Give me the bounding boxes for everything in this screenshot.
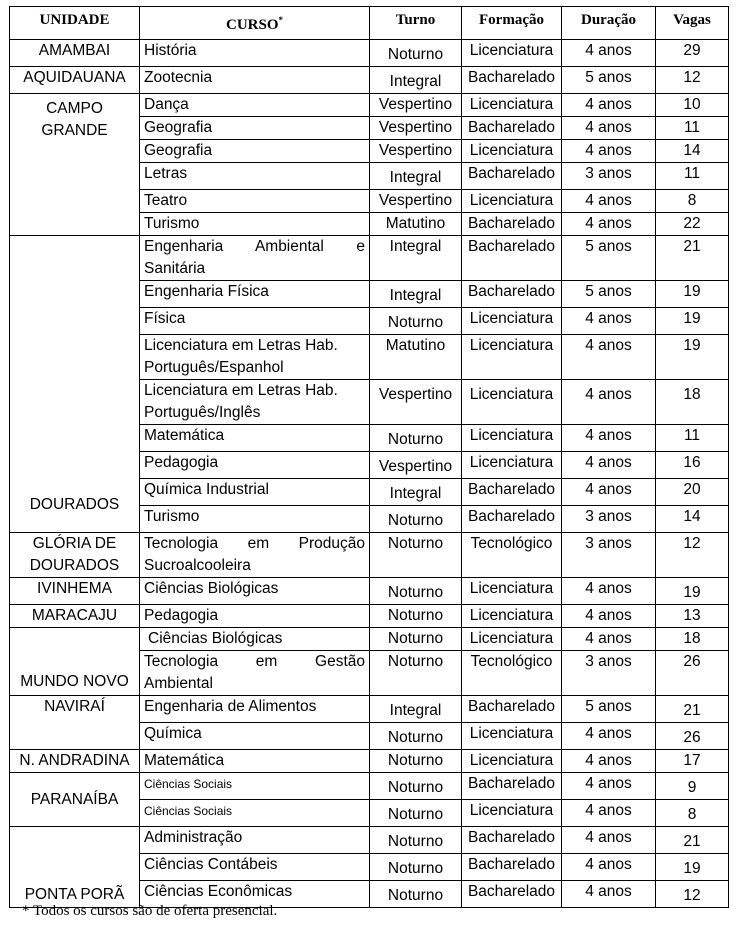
turno-cell: Integral — [370, 163, 462, 190]
curso-cell: Química Industrial — [140, 479, 370, 506]
turno-cell: Integral — [370, 67, 462, 94]
unidade-cell: MARACAJU — [10, 605, 140, 628]
duracao-cell: 4 anos — [562, 190, 656, 213]
vagas-cell: 14 — [656, 506, 729, 533]
turno-cell: Noturno — [370, 651, 462, 696]
duracao-cell: 4 anos — [562, 425, 656, 452]
duracao-cell: 4 anos — [562, 881, 656, 908]
vagas-cell: 11 — [656, 425, 729, 452]
vagas-cell: 19 — [656, 281, 729, 308]
unidade-cell: IVINHEMA — [10, 578, 140, 605]
formacao-cell: Bacharelado — [462, 506, 562, 533]
formacao-cell: Licenciatura — [462, 94, 562, 117]
formacao-cell: Licenciatura — [462, 605, 562, 628]
formacao-cell: Licenciatura — [462, 750, 562, 773]
duracao-cell: 3 anos — [562, 533, 656, 578]
curso-cell: Física — [140, 308, 370, 335]
formacao-cell: Licenciatura — [462, 578, 562, 605]
duracao-cell: 5 anos — [562, 696, 656, 723]
turno-cell: Noturno — [370, 800, 462, 827]
duracao-cell: 4 anos — [562, 308, 656, 335]
duracao-cell: 3 anos — [562, 506, 656, 533]
curso-cell: Tecnologia em Gestão Ambiental — [140, 651, 370, 696]
unidade-cell: PARANAÍBA — [10, 773, 140, 827]
duracao-cell: 4 anos — [562, 452, 656, 479]
curso-cell: Teatro — [140, 190, 370, 213]
vagas-cell: 12 — [656, 881, 729, 908]
turno-cell: Integral — [370, 236, 462, 281]
vagas-cell: 11 — [656, 163, 729, 190]
vagas-cell: 19 — [656, 854, 729, 881]
formacao-cell: Bacharelado — [462, 773, 562, 800]
table-row — [10, 236, 729, 281]
turno-cell: Integral — [370, 479, 462, 506]
duracao-cell: 4 anos — [562, 335, 656, 380]
duracao-cell: 4 anos — [562, 140, 656, 163]
formacao-cell: Bacharelado — [462, 213, 562, 236]
formacao-cell: Tecnológico — [462, 651, 562, 696]
unidade-cell: MUNDO NOVO — [10, 628, 140, 696]
formacao-cell: Bacharelado — [462, 881, 562, 908]
curso-cell: Engenharia de Alimentos — [140, 696, 370, 723]
turno-cell: Noturno — [370, 881, 462, 908]
formacao-cell: Licenciatura — [462, 140, 562, 163]
curso-cell: Licenciatura em Letras Hab. Português/Inglês — [140, 380, 370, 425]
turno-cell: Noturno — [370, 750, 462, 773]
table-row — [10, 605, 729, 628]
vagas-cell: 20 — [656, 479, 729, 506]
vagas-cell: 26 — [656, 723, 729, 750]
curso-cell: Geografia — [140, 117, 370, 140]
unidade-cell: N. ANDRADINA — [10, 750, 140, 773]
vagas-cell: 19 — [656, 308, 729, 335]
formacao-cell: Licenciatura — [462, 308, 562, 335]
formacao-cell: Licenciatura — [462, 452, 562, 479]
curso-cell: Ciências Sociais — [140, 773, 370, 800]
formacao-cell: Bacharelado — [462, 479, 562, 506]
vagas-cell: 29 — [656, 40, 729, 67]
header-vagas: Vagas — [656, 7, 729, 40]
vagas-cell: 9 — [656, 773, 729, 800]
curso-cell: Pedagogia — [140, 605, 370, 628]
duracao-cell: 3 anos — [562, 163, 656, 190]
unidade-cell: AMAMBAI — [10, 40, 140, 67]
table-row — [10, 67, 729, 94]
duracao-cell: 4 anos — [562, 750, 656, 773]
turno-cell: Matutino — [370, 335, 462, 380]
curso-cell: Pedagogia — [140, 452, 370, 479]
vagas-cell: 12 — [656, 67, 729, 94]
unidade-cell: CAMPO GRANDE — [10, 94, 140, 236]
turno-cell: Noturno — [370, 605, 462, 628]
turno-cell: Noturno — [370, 425, 462, 452]
vagas-cell: 21 — [656, 696, 729, 723]
header-formacao: Formação — [462, 7, 562, 40]
vagas-cell: 21 — [656, 236, 729, 281]
curso-cell: Administração — [140, 827, 370, 854]
table-row — [10, 578, 729, 605]
curso-cell: Dança — [140, 94, 370, 117]
turno-cell: Matutino — [370, 213, 462, 236]
formacao-cell: Bacharelado — [462, 854, 562, 881]
vagas-cell: 18 — [656, 628, 729, 651]
duracao-cell: 3 anos — [562, 651, 656, 696]
curso-cell: Turismo — [140, 506, 370, 533]
formacao-cell: Bacharelado — [462, 827, 562, 854]
curso-cell: Ciências Econômicas — [140, 881, 370, 908]
header-turno: Turno — [370, 7, 462, 40]
table-row — [10, 827, 729, 854]
vagas-cell: 17 — [656, 750, 729, 773]
curso-note-mark: * — [278, 15, 283, 25]
table-row — [10, 40, 729, 67]
vagas-cell: 26 — [656, 651, 729, 696]
curso-cell: Turismo — [140, 213, 370, 236]
duracao-cell: 4 anos — [562, 213, 656, 236]
turno-cell: Noturno — [370, 628, 462, 651]
turno-cell: Noturno — [370, 827, 462, 854]
formacao-cell: Tecnológico — [462, 533, 562, 578]
curso-cell: Tecnologia em Produção Sucroalcooleira — [140, 533, 370, 578]
formacao-cell: Licenciatura — [462, 723, 562, 750]
table-row — [10, 750, 729, 773]
turno-cell: Noturno — [370, 506, 462, 533]
unidade-cell: DOURADOS — [10, 236, 140, 533]
vagas-cell: 8 — [656, 800, 729, 827]
vagas-cell: 19 — [656, 335, 729, 380]
footnote: * Todos os cursos são de oferta presencial. — [22, 903, 278, 919]
vagas-cell: 8 — [656, 190, 729, 213]
table-row — [10, 533, 729, 578]
header-row — [10, 7, 729, 40]
duracao-cell: 4 anos — [562, 94, 656, 117]
turno-cell: Noturno — [370, 723, 462, 750]
curso-cell: Licenciatura em Letras Hab. Português/Espanhol — [140, 335, 370, 380]
duracao-cell: 4 anos — [562, 117, 656, 140]
vagas-cell: 14 — [656, 140, 729, 163]
curso-cell: Matemática — [140, 425, 370, 452]
vagas-cell: 13 — [656, 605, 729, 628]
turno-cell: Integral — [370, 281, 462, 308]
curso-cell: Ciências Biológicas — [140, 628, 370, 651]
turno-cell: Integral — [370, 696, 462, 723]
curso-cell: Zootecnia — [140, 67, 370, 94]
vagas-cell: 16 — [656, 452, 729, 479]
header-curso: CURSO* — [140, 7, 370, 40]
duracao-cell: 4 anos — [562, 380, 656, 425]
duracao-cell: 4 anos — [562, 723, 656, 750]
curso-cell: Ciências Sociais — [140, 800, 370, 827]
turno-cell: Vespertino — [370, 140, 462, 163]
curso-cell: Engenharia Física — [140, 281, 370, 308]
turno-cell: Vespertino — [370, 380, 462, 425]
duracao-cell: 4 anos — [562, 605, 656, 628]
formacao-cell: Licenciatura — [462, 425, 562, 452]
formacao-cell: Licenciatura — [462, 628, 562, 651]
turno-cell: Noturno — [370, 854, 462, 881]
formacao-cell: Bacharelado — [462, 163, 562, 190]
formacao-cell: Licenciatura — [462, 335, 562, 380]
courses-table — [9, 6, 729, 908]
formacao-cell: Licenciatura — [462, 190, 562, 213]
formacao-cell: Bacharelado — [462, 67, 562, 94]
table-row — [10, 773, 729, 800]
duracao-cell: 5 anos — [562, 281, 656, 308]
vagas-cell: 11 — [656, 117, 729, 140]
duracao-cell: 4 anos — [562, 40, 656, 67]
duracao-cell: 5 anos — [562, 236, 656, 281]
formacao-cell: Licenciatura — [462, 380, 562, 425]
unidade-cell: AQUIDAUANA — [10, 67, 140, 94]
turno-cell: Noturno — [370, 308, 462, 335]
curso-cell: Química — [140, 723, 370, 750]
duracao-cell: 4 anos — [562, 773, 656, 800]
header-unidade: UNIDADE — [10, 7, 140, 40]
duracao-cell: 4 anos — [562, 578, 656, 605]
duracao-cell: 4 anos — [562, 479, 656, 506]
vagas-cell: 19 — [656, 578, 729, 605]
turno-cell: Noturno — [370, 533, 462, 578]
curso-cell: História — [140, 40, 370, 67]
duracao-cell: 5 anos — [562, 67, 656, 94]
turno-cell: Vespertino — [370, 190, 462, 213]
unidade-cell: GLÓRIA DE DOURADOS — [10, 533, 140, 578]
formacao-cell: Bacharelado — [462, 281, 562, 308]
duracao-cell: 4 anos — [562, 827, 656, 854]
formacao-cell: Bacharelado — [462, 117, 562, 140]
formacao-cell: Bacharelado — [462, 236, 562, 281]
curso-cell: Engenharia Ambiental e Sanitária — [140, 236, 370, 281]
curso-cell: Letras — [140, 163, 370, 190]
vagas-cell: 10 — [656, 94, 729, 117]
header-duracao: Duração — [562, 7, 656, 40]
curso-cell: Matemática — [140, 750, 370, 773]
turno-cell: Noturno — [370, 578, 462, 605]
curso-cell: Ciências Biológicas — [140, 578, 370, 605]
turno-cell: Noturno — [370, 40, 462, 67]
vagas-cell: 22 — [656, 213, 729, 236]
duracao-cell: 4 anos — [562, 854, 656, 881]
turno-cell: Vespertino — [370, 94, 462, 117]
formacao-cell: Bacharelado — [462, 696, 562, 723]
table-row — [10, 696, 729, 723]
table-row — [10, 94, 729, 117]
formacao-cell: Licenciatura — [462, 40, 562, 67]
curso-cell: Geografia — [140, 140, 370, 163]
table-row — [10, 628, 729, 651]
duracao-cell: 4 anos — [562, 800, 656, 827]
turno-cell: Noturno — [370, 773, 462, 800]
turno-cell: Vespertino — [370, 452, 462, 479]
unidade-cell: PONTA PORÃ — [10, 827, 140, 908]
curso-cell: Ciências Contábeis — [140, 854, 370, 881]
formacao-cell: Licenciatura — [462, 800, 562, 827]
vagas-cell: 21 — [656, 827, 729, 854]
turno-cell: Vespertino — [370, 117, 462, 140]
vagas-cell: 18 — [656, 380, 729, 425]
duracao-cell: 4 anos — [562, 628, 656, 651]
unidade-cell: NAVIRAÍ — [10, 696, 140, 750]
vagas-cell: 12 — [656, 533, 729, 578]
